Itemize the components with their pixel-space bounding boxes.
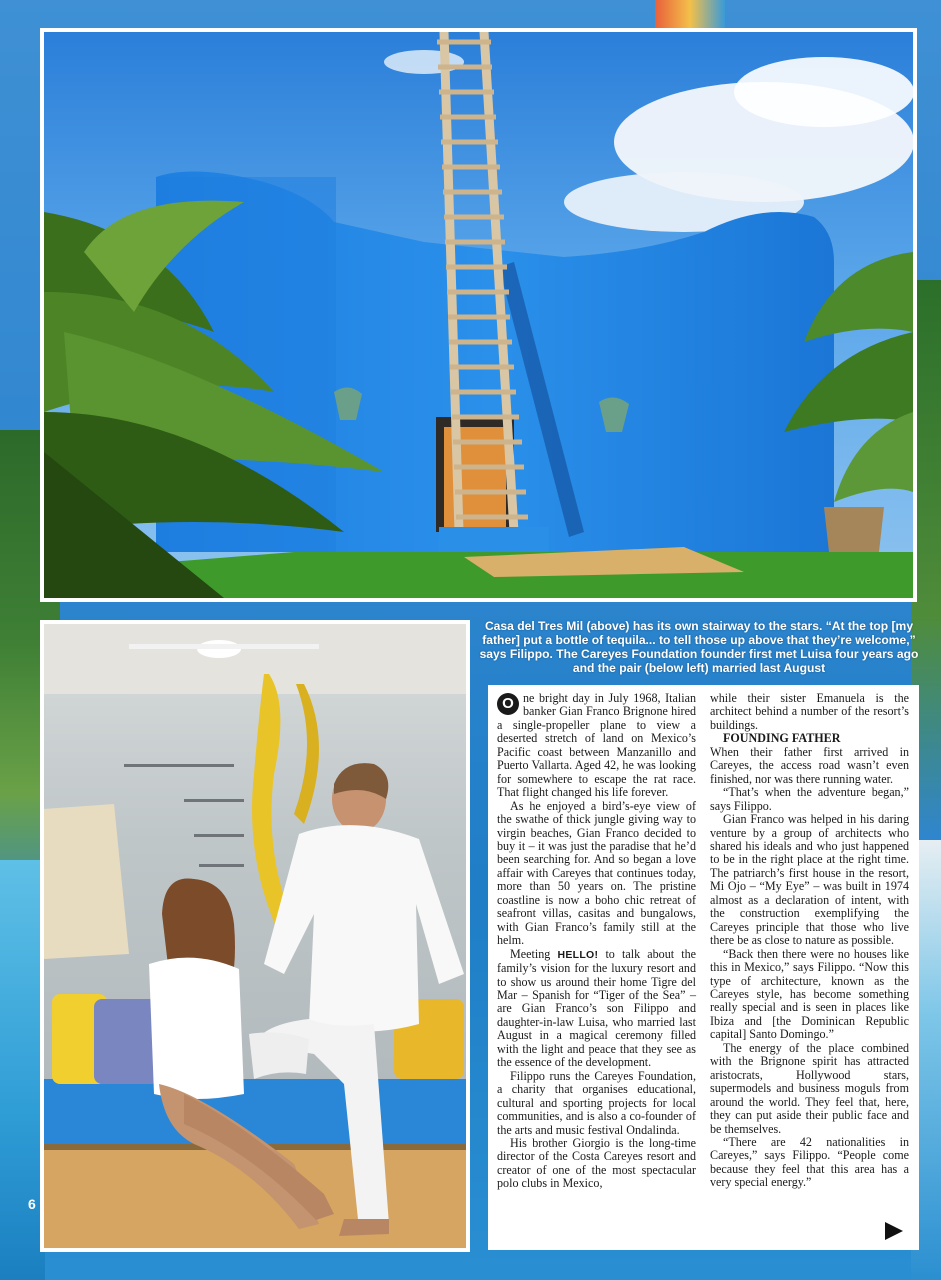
drop-cap: O	[497, 693, 519, 715]
article-paragraph	[497, 692, 696, 800]
article-paragraph	[497, 948, 696, 1070]
bottom-photo	[40, 620, 470, 1252]
article-paragraph: Gian Franco was helped in his daring venture by a group of architects who shared his ideals and who just happened to be in the right place at the right time. The patriarch’s first house in the resort, Mi Ojo – “My Eye” – was built in 1974 almost as a declaration of intent, with the construction exemplifying the Careyes principle that those who live there be as close to nature as possible.	[710, 812, 909, 948]
article-paragraph: His brother Giorgio is the long-time director of the Costa Careyes resort and creator of one of the most spectacular polo clubs in Mexico,	[497, 1135, 696, 1191]
background-decoration	[655, 0, 725, 28]
page-number: 6	[28, 1196, 36, 1212]
article-paragraph: Filippo runs the Careyes Foundation, a charity that organises educational, cultural and sporting projects for local communities, and is also a co-founder of the arts and music festival Ondalinda.	[497, 1068, 696, 1137]
article-paragraph: “There are 42 nationalities in Careyes,” says Filippo. “People come because they feel that this area has a very special energy.”	[710, 1134, 909, 1190]
photo-caption: Casa del Tres Mil (above) has its own stairway to the stars. “At the top [my father] put a bottle of tequila... to tell those up above that they’re welcome,” says Filippo. The Careyes Foundation founder first met Luisa four years ago and the pair (below left) married last August	[479, 619, 919, 675]
article-paragraph: while their sister Emanuela is the architect behind a number of the resort’s buildings.	[710, 691, 909, 732]
background-pool-left	[0, 860, 45, 1280]
article-paragraph: As he enjoyed a bird’s-eye view of the swathe of thick jungle giving way to virgin beaches, Gian Franco decided to buy it – it was just the paradise that he’d been searching for. And so began a love affair with Careyes that continues today, more than 50 years on. The pristine coastline is now a boho chic retreat of seafront villas, casitas and bungalows, with Gian Franco’s family still at the helm.	[497, 798, 696, 948]
article-paragraph: “That’s when the adventure began,” says Filippo.	[710, 785, 909, 813]
article-paragraph: The energy of the place combined with the Brignone spirit has attracted aristocrats, Hollywood stars, supermodels and business moguls from around the world. They feel that, here, they can put aside their public face and be themselves.	[710, 1040, 909, 1136]
article-paragraph: When their father first arrived in Careyes, the access road wasn’t even finished, nor was there running water.	[710, 744, 909, 786]
paragraph-text: to talk about the family’s vision for the luxury resort and to show us around their home Tigre del Mar – Spanish for “Tiger of the Sea” – are Gian Franco’s son Filippo and daughter-in-law Luisa, who married last August in a magical ceremony filled with the light and peace that they see as the essence of the development.	[497, 946, 696, 1070]
article-body	[488, 685, 919, 1250]
top-photo	[40, 28, 917, 602]
blue-house-illustration	[44, 32, 913, 598]
article-column-right	[710, 692, 909, 1190]
section-subhead: FOUNDING FATHER	[723, 731, 841, 746]
couple-illustration	[44, 624, 466, 1248]
hello-logo: HELLO!	[557, 948, 599, 961]
paragraph-text: Meeting	[510, 946, 551, 961]
article-column-left	[497, 692, 696, 1191]
paragraph-text: ne bright day in July 1968, Italian banker Gian Franco Brignone hired a single-propeller plane to view a deserted stretch of land on Mexico’s Pacific coast between Manzanillo and Puerto Vallarta. Aged 42, he was looking for somewhere to escape the rat race. That flight changed his life forever.	[497, 691, 696, 800]
continue-arrow-icon	[885, 1222, 903, 1240]
article-paragraph: “Back then there were no houses like this in Mexico,” says Filippo. “Now this type of architecture, known as the Careyes style, has become something really special and is seen in places like Ibiza and [the Dominican Republic capital] Santo Domingo.”	[710, 946, 909, 1042]
